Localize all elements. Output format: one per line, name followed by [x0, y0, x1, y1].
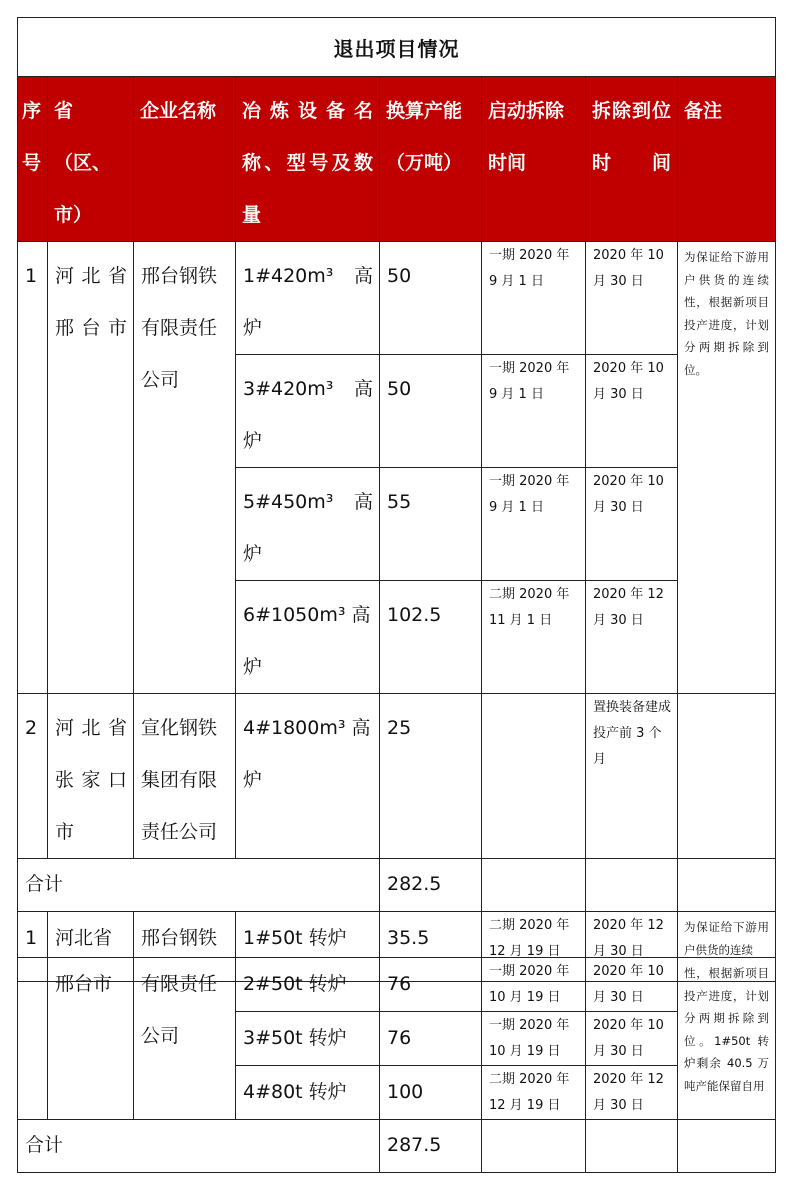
- total-row: [18, 1120, 776, 1173]
- capacity-cell: 55: [380, 468, 482, 581]
- total-label: 合计: [18, 859, 380, 912]
- capacity-cell: 35.5: [380, 912, 482, 982]
- table-row: [18, 242, 776, 355]
- company-cell: 邢台钢铁: [134, 912, 236, 982]
- equipment-cell: 1#420m³ 高炉: [236, 242, 380, 355]
- start-time-cell: 一期 2020 年 9 月 1 日: [482, 242, 586, 355]
- header-seq: 序号: [18, 77, 48, 242]
- remark-cell: 为保证给下游用户供货的连续性，根据新项目投产进度，计划分两期拆除到位。: [678, 242, 776, 694]
- start-time-cell: 二期 2020 年 11 月 1 日: [482, 581, 586, 694]
- total-row: [18, 859, 776, 912]
- start-time-cell: 二期 2020 年 12 月 19 日: [482, 1066, 586, 1120]
- exit-projects-table-continued: [17, 957, 776, 1173]
- header-capacity: 换算产能（万吨）: [380, 77, 482, 242]
- equipment-cell: 1#50t 转炉: [236, 912, 380, 982]
- finish-time-cell: 2020 年 10 月 30 日: [586, 355, 678, 468]
- empty-cell: [586, 859, 678, 912]
- total-capacity: 287.5: [380, 1120, 482, 1173]
- province-cell: 邢台市: [48, 958, 134, 1120]
- company-cell: 邢台钢铁有限责任公司: [134, 242, 236, 694]
- capacity-cell: 76: [380, 1012, 482, 1066]
- capacity-cell: 76: [380, 958, 482, 1012]
- finish-time-cell: 置换装备建成投产前 3 个月: [586, 694, 678, 859]
- province-cell: 河北省: [48, 912, 134, 982]
- seq-cell: 1: [18, 912, 48, 982]
- capacity-cell: 50: [380, 242, 482, 355]
- total-capacity: 282.5: [380, 859, 482, 912]
- finish-time-cell: 2020 年 12 月 30 日: [586, 581, 678, 694]
- header-finish-time: 拆除到位时间: [586, 77, 678, 242]
- finish-time-cell: 2020 年 12 月 30 日: [586, 1066, 678, 1120]
- start-time-cell: 一期 2020 年 10 月 19 日: [482, 1012, 586, 1066]
- header-row: [18, 77, 776, 242]
- empty-cell: [482, 859, 586, 912]
- province-cell: 河北省张家口市: [48, 694, 134, 859]
- header-province: 省（区、市）: [48, 77, 134, 242]
- empty-cell: [482, 1120, 586, 1173]
- finish-time-cell: 2020 年 10 月 30 日: [586, 242, 678, 355]
- empty-cell: [678, 1120, 776, 1173]
- equipment-cell: 5#450m³ 高炉: [236, 468, 380, 581]
- capacity-cell: 25: [380, 694, 482, 859]
- province-cell: 河北省邢台市: [48, 242, 134, 694]
- remark-cell: 性，根据新项目投产进度，计划分两期拆除到位。1#50t 转炉剩余 40.5 万吨产能保留自用: [678, 958, 776, 1120]
- finish-time-cell: 2020 年 10 月 30 日: [586, 468, 678, 581]
- remark-cell: [678, 694, 776, 859]
- table-row: [18, 958, 776, 1012]
- remark-cell: 为保证给下游用户供货的连续: [678, 912, 776, 982]
- finish-time-cell: 2020 年 10 月 30 日: [586, 958, 678, 1012]
- start-time-cell: 二期 2020 年 12 月 19 日: [482, 912, 586, 982]
- empty-cell: [678, 859, 776, 912]
- start-time-cell: 一期 2020 年 9 月 1 日: [482, 468, 586, 581]
- finish-time-cell: 2020 年 12 月 30 日: [586, 912, 678, 982]
- total-label: 合计: [18, 1120, 380, 1173]
- equipment-cell: 3#50t 转炉: [236, 1012, 380, 1066]
- company-cell: 宣化钢铁集团有限责任公司: [134, 694, 236, 859]
- exit-projects-table: [17, 17, 776, 982]
- header-remark: 备注: [678, 77, 776, 242]
- start-time-cell: [482, 694, 586, 859]
- capacity-cell: 100: [380, 1066, 482, 1120]
- empty-cell: [586, 1120, 678, 1173]
- equipment-cell: 3#420m³ 高炉: [236, 355, 380, 468]
- start-time-cell: 一期 2020 年 10 月 19 日: [482, 958, 586, 1012]
- company-cell: 有限责任公司: [134, 958, 236, 1120]
- seq-cell: [18, 958, 48, 1120]
- equipment-cell: 2#50t 转炉: [236, 958, 380, 1012]
- finish-time-cell: 2020 年 10 月 30 日: [586, 1012, 678, 1066]
- capacity-cell: 102.5: [380, 581, 482, 694]
- table-row: [18, 694, 776, 859]
- table-title: 退出项目情况: [18, 18, 776, 77]
- seq-cell: 1: [18, 242, 48, 694]
- capacity-cell: 50: [380, 355, 482, 468]
- header-company: 企业名称: [134, 77, 236, 242]
- equipment-cell: 4#80t 转炉: [236, 1066, 380, 1120]
- equipment-cell: 6#1050m³ 高炉: [236, 581, 380, 694]
- equipment-cell: 4#1800m³ 高炉: [236, 694, 380, 859]
- header-start-time: 启动拆除时间: [482, 77, 586, 242]
- seq-cell: 2: [18, 694, 48, 859]
- start-time-cell: 一期 2020 年 9 月 1 日: [482, 355, 586, 468]
- header-equipment: 冶炼设备名称、型号及数量: [236, 77, 380, 242]
